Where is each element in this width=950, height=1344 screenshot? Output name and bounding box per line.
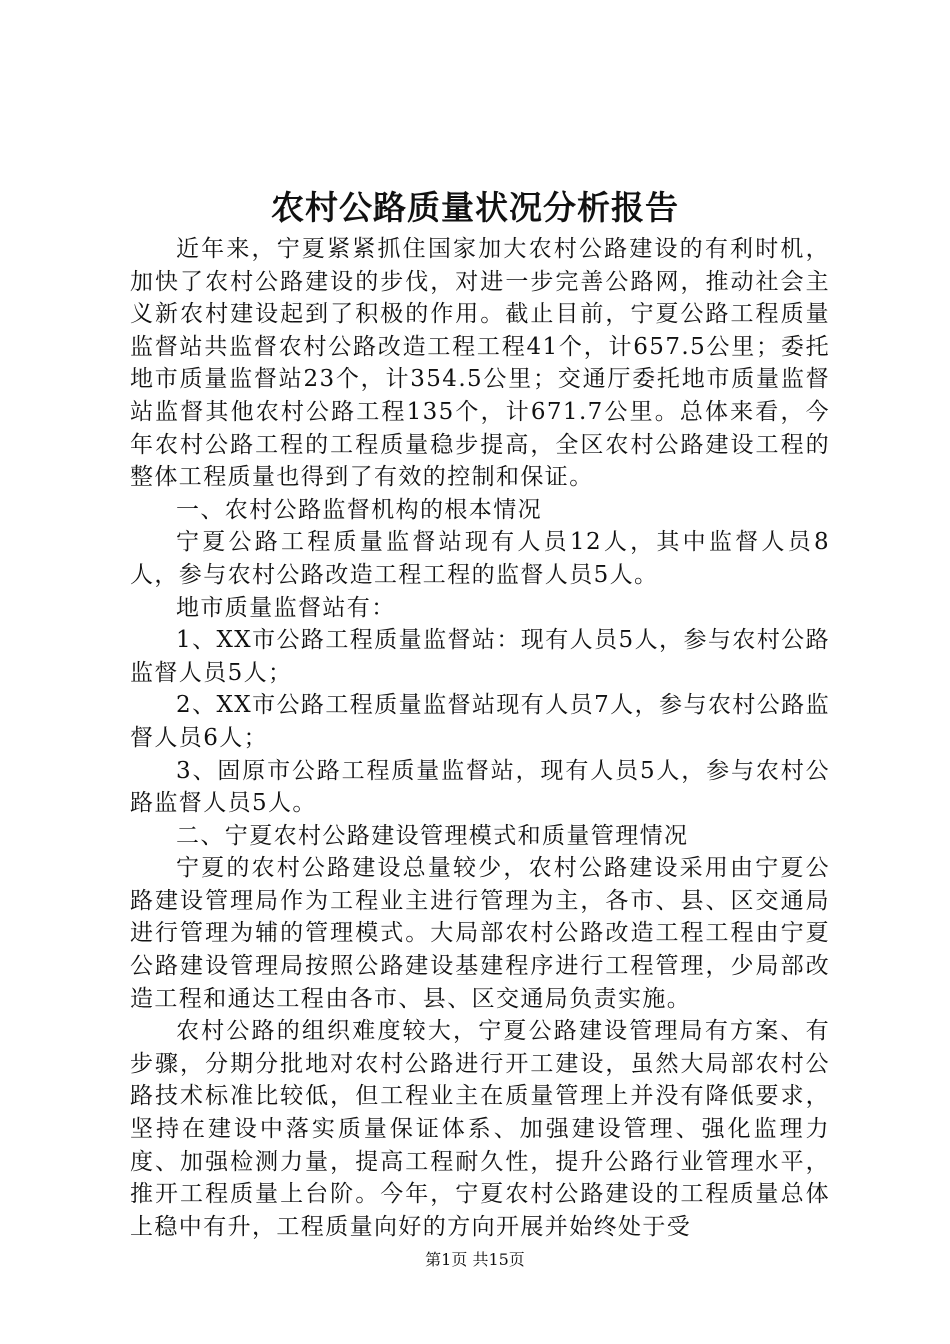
list-item: 1、XX市公路工程质量监督站：现有人员5人，参与农村公路监督人员5人； (130, 627, 830, 686)
page-footer: 第1页 共15页 (425, 1250, 525, 1269)
paragraph-quality: 农村公路的组织难度较大，宁夏公路建设管理局有方案、有步骤，分期分批地对农村公路进行开工建设，虽然大局部农村公路技术标准比较低，但工程业主在质量管理上并没有降低要求，坚持在建设中落实质量保证体系、加强建设管理、强化监理力度、加强检测力量，提高工程耐久性，提升公路行业管理水平，推开工程质量上台阶。今年，宁夏农村公路建设的工程质量总体上稳中有升，工程质量向好的方向开展并始终处于受 (130, 1018, 830, 1240)
section-heading-1: 一、农村公路监督机构的根本情况 (176, 496, 542, 523)
paragraph-staff: 宁夏公路工程质量监督站现有人员12人，其中监督人员8人，参与农村公路改造工程工程的监督人员5人。 (130, 529, 830, 588)
list-item: 2、XX市公路工程质量监督站现有人员7人，参与农村公路监督人员6人； (130, 692, 830, 751)
paragraph-intro: 近年来，宁夏紧紧抓住国家加大农村公路建设的有利时机，加快了农村公路建设的步伐，对进一步完善公路网，推动社会主义新农村建设起到了积极的作用。截止目前，宁夏公路工程质量监督站共监督农村公路改造工程工程41个，计657.5公里；委托地市质量监督站23个，计354.5公里；交通厅委托地市质量监督站监督其他农村公路工程135个，计671.7公里。总体来看，今年农村公路工程的工程质量稳步提高，全区农村公路建设工程的整体工程质量也得到了有效的控制和保证。 (130, 236, 830, 491)
document-body (130, 233, 830, 1243)
paragraph-management: 宁夏的农村公路建设总量较少，农村公路建设采用由宁夏公路建设管理局作为工程业主进行管理为主，各市、县、区交通局进行管理为辅的管理模式。大局部农村公路改造工程工程由宁夏公路建设管理局按照公路建设基建程序进行工程管理，少局部改造工程和通达工程由各市、县、区交通局负责实施。 (130, 855, 830, 1012)
paragraph-list-intro: 地市质量监督站有： (176, 594, 396, 621)
list-item: 3、固原市公路工程质量监督站，现有人员5人，参与农村公路监督人员5人。 (130, 757, 830, 817)
document-title: 农村公路质量状况分析报告 (271, 188, 679, 227)
section-heading-2: 二、宁夏农村公路建设管理模式和质量管理情况 (176, 822, 689, 849)
